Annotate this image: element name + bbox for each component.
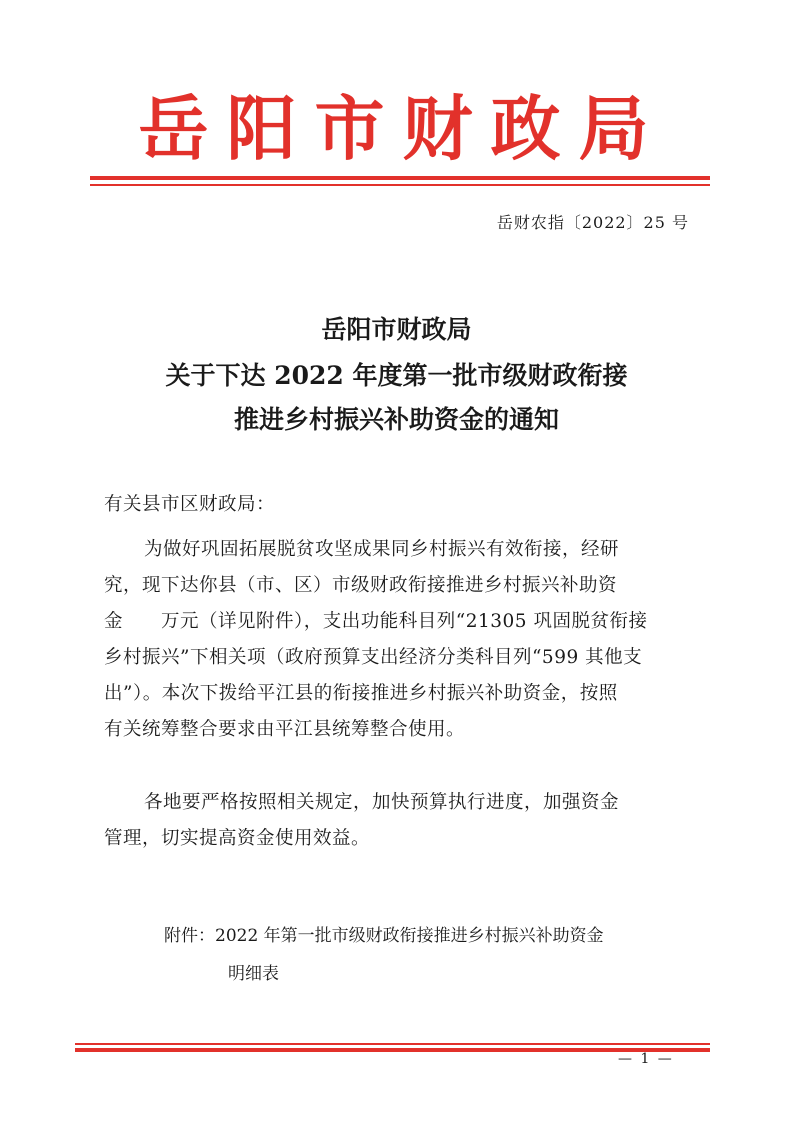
paragraph-2-line: 管理，切实提高资金使用效益。	[104, 828, 371, 849]
masthead-title: 岳阳市财政局	[138, 87, 667, 170]
paragraph-1-line: 金 万元（详见附件），支出功能科目列“21305 巩固脱贫衔接	[104, 611, 648, 632]
paragraph-2	[104, 785, 689, 857]
document-number: 岳财农指〔2022〕25 号	[496, 213, 689, 232]
footer-rule-thin	[75, 1043, 710, 1045]
footer-rule-thick	[75, 1048, 710, 1052]
attachment-note	[164, 917, 704, 993]
title-line-2: 关于下达 2022 年度第一批市级财政衔接	[165, 361, 628, 390]
masthead-rule-thin	[90, 184, 710, 186]
page-number: — 1 —	[618, 1051, 674, 1067]
attachment-line-1: 附件：2022 年第一批市级财政衔接推进乡村振兴补助资金	[164, 926, 604, 946]
paragraph-1	[104, 532, 689, 748]
title-line-1: 岳阳市财政局	[321, 315, 472, 344]
attachment-line-2: 明细表	[228, 964, 279, 984]
masthead-rule-thick	[90, 176, 710, 180]
title-line-3: 推进乡村振兴补助资金的通知	[233, 405, 559, 434]
paragraph-1-line: 为做好巩固拓展脱贫攻坚成果同乡村振兴有效衔接，经研	[144, 539, 620, 560]
paragraph-1-line: 究，现下达你县（市、区）市级财政衔接推进乡村振兴补助资	[104, 575, 618, 596]
paragraph-1-line: 有关统筹整合要求由平江县统筹整合使用。	[104, 719, 466, 740]
paragraph-1-line: 出”）。本次下拨给平江县的衔接推进乡村振兴补助资金，按照	[104, 683, 618, 704]
paragraph-1-line: 乡村振兴”下相关项（政府预算支出经济分类科目列“599 其他支	[104, 647, 643, 668]
addressee: 有关县市区财政局：	[104, 494, 276, 515]
paragraph-2-line: 各地要严格按照相关规定，加快预算执行进度，加强资金	[144, 792, 620, 813]
